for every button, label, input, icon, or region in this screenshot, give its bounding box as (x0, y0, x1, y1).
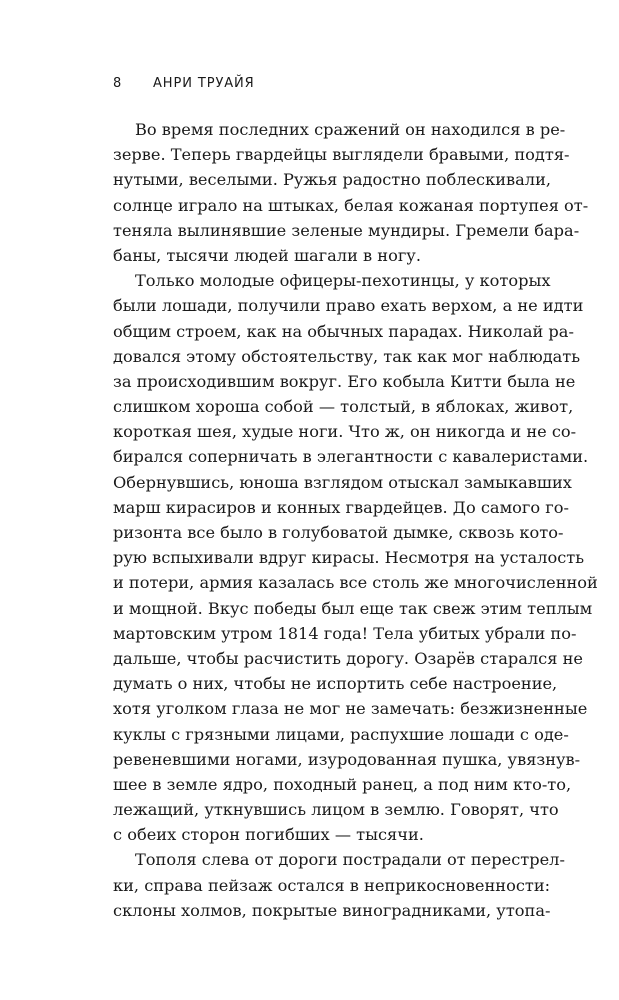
text-line: нутыми, веселыми. Ружья радостно поблескивали, (113, 170, 552, 190)
running-header (113, 76, 255, 91)
text-line: были лошади, получили право ехать верхом, а не идти (113, 296, 584, 316)
text-line: дальше, чтобы расчистить дорогу. Озарёв старался не (113, 648, 583, 668)
text-line: рую вспыхивали вдруг кирасы. Несмотря на усталость (113, 548, 585, 568)
paragraph-1 (113, 117, 589, 268)
text-line: и мощной. Вкус победы был еще так свеж этим теплым (113, 598, 593, 618)
text-line: общим строем, как на обычных парадах. Николай ра- (113, 321, 574, 341)
text-line: за происходившим вокруг. Его кобыла Китти была не (113, 371, 576, 391)
text-line: слишком хороша собой — толстый, в яблоках, живот, (113, 397, 574, 417)
text-line: баны, тысячи людей шагали в ногу. (113, 245, 421, 265)
text-line: и потери, армия казалась все столь же многочисленной (113, 573, 598, 593)
body-text (113, 117, 598, 923)
text-line: марш кирасиров и конных гвардейцев. До самого го- (113, 497, 569, 517)
text-line: склоны холмов, покрытые виноградниками, утопа- (113, 900, 551, 920)
text-line: бирался соперничать в элегантности с кавалеристами. (113, 447, 589, 467)
text-line: солнце играло на штыках, белая кожаная портупея от- (113, 195, 589, 215)
text-line: ки, справа пейзаж остался в неприкосновенности: (113, 875, 551, 895)
paragraph-3 (113, 847, 565, 923)
text-line: Во время последних сражений он находился в ре- (135, 120, 566, 139)
text-line: Только молодые офицеры-пехотинцы, у которых (135, 271, 551, 291)
text-line: хотя уголком глаза не мог не замечать: безжизненные (113, 699, 588, 719)
author-name: АНРИ ТРУАЙЯ (153, 76, 255, 91)
text-line: с обеих сторон погибших — тысячи. (113, 825, 424, 845)
text-line: шее в земле ядро, походный ранец, а под ним кто-то, (113, 774, 572, 794)
text-line: ревеневшими ногами, изуродованная пушка, увязнув- (113, 749, 581, 769)
text-line: Тополя слева от дороги пострадали от перестрел- (135, 850, 565, 870)
page-number: 8 (113, 76, 123, 91)
paragraph-2 (113, 268, 598, 847)
text-line: Обернувшись, юноша взглядом отыскал замыкавших (113, 472, 572, 492)
text-line: ризонта все было в голубоватой дымке, сквозь кото- (113, 523, 564, 542)
text-line: думать о них, чтобы не испортить себе настроение, (113, 674, 558, 694)
text-line: мартовским утром 1814 года! Тела убитых убрали по- (113, 623, 577, 643)
text-line: довался этому обстоятельству, так как мог наблюдать (113, 346, 581, 366)
text-line: куклы с грязными лицами, распухшие лошади с оде- (113, 724, 569, 744)
text-line: зерве. Теперь гвардейцы выглядели бравыми, подтя- (113, 145, 570, 165)
text-line: теняла вылинявшие зеленые мундиры. Гремели бара- (113, 220, 580, 240)
text-line: короткая шея, худые ноги. Что ж, он никогда и не со- (113, 422, 577, 442)
text-line: лежащий, уткнувшись лицом в землю. Говорят, что (113, 800, 559, 820)
